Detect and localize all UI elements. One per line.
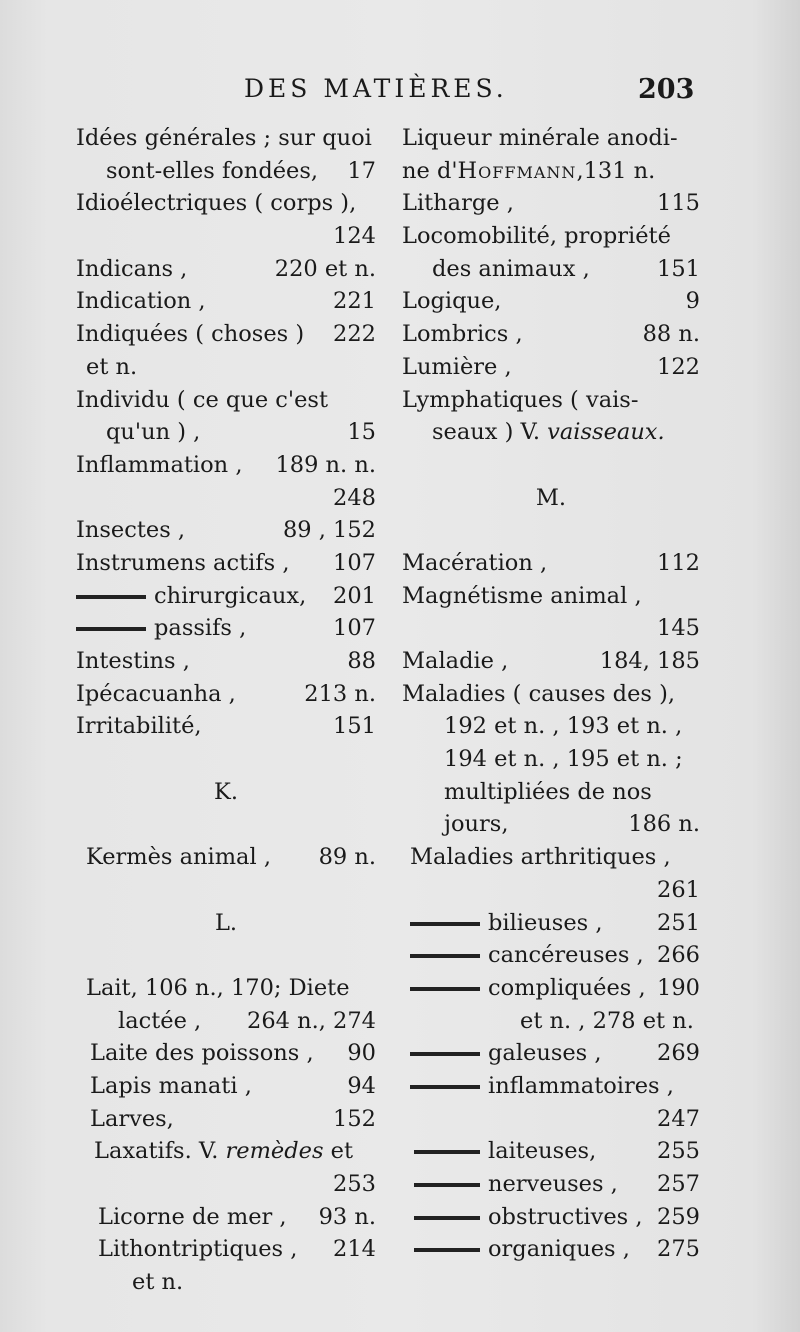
index-entry bbox=[76, 1005, 376, 1038]
entry-text: lactée , bbox=[118, 1007, 202, 1034]
entry-text: Maladie , bbox=[402, 648, 509, 674]
entry-page: 112 bbox=[657, 549, 700, 576]
index-entry bbox=[402, 678, 700, 711]
entry-text: Macération , bbox=[402, 549, 548, 576]
index-entry bbox=[76, 514, 376, 547]
index-entry bbox=[76, 612, 376, 645]
entry-page: 189 n. n. bbox=[275, 451, 376, 478]
entry-text: Lombrics , bbox=[402, 321, 523, 348]
index-entry bbox=[402, 710, 700, 743]
blank-line bbox=[402, 514, 700, 547]
index-entry bbox=[414, 1135, 700, 1168]
entry-text bbox=[410, 1037, 602, 1070]
entry-page: 220 et n. bbox=[274, 255, 376, 282]
index-entry bbox=[86, 841, 376, 874]
index-entry bbox=[402, 220, 700, 253]
entry-text: Indicans , bbox=[76, 255, 188, 282]
section-letter: M. bbox=[535, 484, 567, 511]
entry-text: Logique, bbox=[402, 288, 502, 315]
entry-text: des animaux , bbox=[432, 255, 590, 282]
entry-page: 266 bbox=[657, 942, 700, 969]
entry-page: 247 bbox=[657, 1105, 700, 1132]
entry-text: Irritabilité, bbox=[76, 713, 202, 740]
entry-page: 184, 185 bbox=[599, 648, 700, 674]
entry-text-italic: remèdes bbox=[225, 1138, 324, 1165]
entry-text: Liqueur minérale anodi- bbox=[402, 125, 678, 151]
index-entry bbox=[76, 645, 376, 678]
entry-text: jours, bbox=[444, 811, 509, 838]
index-entry bbox=[76, 482, 376, 515]
index-entry bbox=[90, 1103, 376, 1136]
index-entry bbox=[410, 907, 700, 940]
entry-page: 88 n. bbox=[642, 321, 700, 348]
entry-subtext: organiques , bbox=[488, 1236, 630, 1263]
entry-text bbox=[414, 1168, 618, 1201]
entry-page: 88 bbox=[347, 648, 376, 674]
entry-page: 259 bbox=[657, 1203, 700, 1230]
index-entry bbox=[76, 580, 376, 613]
index-entry bbox=[76, 253, 376, 286]
entry-text: Lumière , bbox=[402, 353, 512, 380]
index-entry bbox=[410, 1070, 700, 1103]
blank-line bbox=[76, 939, 376, 972]
entry-text bbox=[94, 1135, 353, 1168]
blank-line bbox=[76, 743, 376, 776]
index-entry bbox=[98, 1233, 376, 1266]
entry-text: sont-elles fondées, bbox=[106, 157, 319, 184]
index-entry bbox=[76, 547, 376, 580]
page-number: 203 bbox=[638, 74, 695, 105]
index-entry bbox=[402, 874, 700, 907]
ditto-dash bbox=[410, 1085, 480, 1089]
ditto-dash bbox=[76, 627, 146, 631]
index-entry bbox=[402, 155, 700, 188]
index-entry bbox=[402, 547, 700, 580]
index-entry bbox=[414, 1201, 700, 1234]
entry-subtext: chirurgicaux, bbox=[154, 582, 307, 609]
entry-text: et n. bbox=[86, 353, 138, 380]
entry-page: 201 bbox=[333, 582, 376, 609]
entry-subtext: inflammatoires , bbox=[488, 1072, 674, 1099]
entry-text: Litharge , bbox=[402, 190, 514, 217]
entry-text bbox=[76, 580, 306, 613]
entry-subtext: bilieuses , bbox=[488, 909, 603, 936]
index-entry bbox=[76, 187, 376, 220]
entry-text: Indiquées ( choses ) bbox=[76, 321, 305, 348]
section-heading-k bbox=[76, 776, 376, 809]
entry-text: et n. , 278 et n. bbox=[520, 1007, 694, 1034]
index-entry bbox=[410, 939, 700, 972]
index-entry bbox=[76, 1168, 376, 1201]
entry-text: Lapis manati , bbox=[90, 1072, 252, 1099]
index-entry bbox=[402, 253, 700, 286]
entry-page: 93 n. bbox=[318, 1203, 376, 1230]
entry-text: Idées générales ; sur quoi bbox=[76, 125, 372, 151]
index-entry bbox=[76, 710, 376, 743]
index-entry bbox=[414, 1168, 700, 1201]
entry-page: 214 bbox=[333, 1236, 376, 1263]
index-entry bbox=[402, 612, 700, 645]
index-entry bbox=[86, 972, 376, 1005]
entry-page: 221 bbox=[333, 288, 376, 315]
entry-text: Instrumens actifs , bbox=[76, 549, 290, 576]
section-letter: L. bbox=[214, 909, 238, 936]
blank-line bbox=[76, 874, 376, 907]
running-header bbox=[0, 74, 800, 114]
entry-page: 275 bbox=[657, 1236, 700, 1263]
index-entry bbox=[94, 1135, 376, 1168]
entry-text-part: seaux ) V. bbox=[432, 419, 541, 446]
index-entry bbox=[410, 1037, 700, 1070]
ditto-dash bbox=[410, 1052, 480, 1056]
entry-page: 190 bbox=[657, 974, 700, 1001]
section-heading-m bbox=[402, 482, 700, 515]
entry-text: 192 et n. , 193 et n. , bbox=[444, 713, 683, 740]
entry-page: 90 bbox=[347, 1040, 376, 1067]
index-entry bbox=[410, 972, 700, 1005]
entry-page: 145 bbox=[657, 615, 700, 642]
entry-text: Lithontriptiques , bbox=[98, 1236, 298, 1263]
section-letter: K. bbox=[214, 778, 238, 805]
ditto-dash bbox=[414, 1150, 480, 1154]
entry-text: Maladies arthritiques , bbox=[410, 844, 671, 871]
entry-text: Kermès animal , bbox=[86, 844, 271, 871]
entry-page: 115 bbox=[657, 190, 700, 217]
index-entry bbox=[402, 384, 700, 417]
index-entry bbox=[56, 351, 376, 384]
blank-line bbox=[76, 808, 376, 841]
index-entry bbox=[76, 155, 376, 188]
entry-text: Locomobilité, propriété bbox=[402, 223, 671, 250]
index-entry bbox=[76, 122, 376, 155]
entry-text: Indication , bbox=[76, 288, 206, 315]
entry-text: multipliées de nos bbox=[444, 778, 652, 805]
entry-text bbox=[410, 1070, 674, 1103]
entry-text: Inflammation , bbox=[76, 451, 243, 478]
section-heading-l bbox=[76, 907, 376, 940]
entry-page: 89 n. bbox=[318, 844, 376, 871]
index-entry bbox=[414, 1233, 700, 1266]
entry-text: Idioélectriques ( corps ), bbox=[76, 190, 357, 217]
ditto-dash bbox=[410, 922, 480, 926]
entry-subtext: laiteuses, bbox=[488, 1138, 597, 1165]
entry-text-italic: vaisseaux. bbox=[547, 419, 665, 446]
entry-text bbox=[414, 1201, 643, 1234]
index-entry bbox=[402, 580, 700, 613]
ditto-dash bbox=[410, 954, 480, 958]
entry-text bbox=[402, 155, 655, 188]
entry-page: 248 bbox=[333, 484, 376, 511]
index-entry bbox=[76, 416, 376, 449]
entry-page: 15 bbox=[347, 419, 376, 446]
entry-text: Ipécacuanha , bbox=[76, 680, 236, 707]
entry-page: 261 bbox=[657, 876, 700, 903]
ditto-dash bbox=[414, 1248, 480, 1252]
ditto-dash bbox=[410, 987, 480, 991]
index-entry bbox=[402, 187, 700, 220]
entry-subtext: obstructives , bbox=[488, 1203, 643, 1230]
entry-text bbox=[414, 1233, 630, 1266]
entry-text-part: Laxatifs. V. bbox=[94, 1138, 219, 1165]
entry-subtext: galeuses , bbox=[488, 1040, 602, 1067]
ditto-dash bbox=[76, 595, 146, 599]
index-entry bbox=[90, 1037, 376, 1070]
running-title: DES MATIÈRES. bbox=[244, 74, 508, 103]
entry-page: 122 bbox=[657, 353, 700, 380]
index-entry bbox=[76, 384, 376, 417]
entry-page: 151 bbox=[657, 255, 700, 282]
index-entry bbox=[402, 808, 700, 841]
entry-text: et n. bbox=[132, 1269, 184, 1296]
index-entry bbox=[402, 122, 700, 155]
entry-page: 124 bbox=[333, 223, 376, 250]
entry-text: Magnétisme animal , bbox=[402, 582, 642, 609]
entry-page: 222 bbox=[333, 321, 376, 348]
entry-text: Lait, 106 n., 170; Diete bbox=[86, 974, 350, 1001]
entry-page: 269 bbox=[657, 1040, 700, 1067]
entry-page: 17 bbox=[347, 157, 376, 184]
entry-page: 251 bbox=[657, 909, 700, 936]
entry-page: 107 bbox=[333, 615, 376, 642]
entry-text: Licorne de mer , bbox=[98, 1203, 287, 1230]
entry-text bbox=[410, 972, 646, 1005]
entry-text bbox=[410, 939, 644, 972]
index-entry bbox=[76, 318, 376, 351]
entry-subtext: passifs , bbox=[154, 615, 247, 642]
entry-page: 255 bbox=[657, 1138, 700, 1165]
entry-page: ,131 n. bbox=[576, 157, 656, 184]
index-entry bbox=[76, 220, 376, 253]
entry-page: 151 bbox=[333, 713, 376, 740]
entry-text: Intestins , bbox=[76, 648, 190, 674]
index-entry bbox=[98, 1201, 376, 1234]
entry-text bbox=[432, 416, 665, 449]
entry-subtext: cancéreuses , bbox=[488, 942, 644, 969]
ditto-dash bbox=[414, 1216, 480, 1220]
entry-page: 89 , 152 bbox=[282, 517, 376, 544]
entry-text-part: et bbox=[330, 1138, 354, 1165]
index-column-left bbox=[76, 122, 376, 1299]
entry-page: 186 n. bbox=[628, 811, 700, 838]
index-entry bbox=[402, 351, 700, 384]
index-entry bbox=[402, 743, 700, 776]
index-entry bbox=[76, 449, 376, 482]
entry-page: 213 n. bbox=[304, 680, 376, 707]
entry-text: 194 et n. , 195 et n. ; bbox=[444, 746, 683, 773]
index-entry bbox=[402, 776, 700, 809]
index-entry bbox=[402, 416, 700, 449]
entry-text: Larves, bbox=[90, 1105, 174, 1132]
index-entry bbox=[90, 1070, 376, 1103]
entry-text bbox=[410, 907, 603, 940]
entry-text: Insectes , bbox=[76, 517, 186, 544]
index-entry bbox=[402, 285, 700, 318]
index-entry bbox=[410, 841, 700, 874]
index-entry bbox=[402, 645, 700, 678]
entry-text bbox=[76, 612, 246, 645]
entry-page: 253 bbox=[333, 1171, 376, 1197]
entry-page: 107 bbox=[333, 549, 376, 576]
entry-text bbox=[414, 1135, 596, 1168]
entry-text-smallcaps: Hoffmann bbox=[457, 157, 577, 184]
index-entry bbox=[76, 678, 376, 711]
entry-page: 152 bbox=[333, 1105, 376, 1132]
index-entry bbox=[402, 1103, 700, 1136]
entry-text-part: ne d' bbox=[402, 157, 458, 184]
entry-subtext: compliquées , bbox=[488, 974, 646, 1001]
index-entry bbox=[402, 318, 700, 351]
index-entry bbox=[132, 1266, 376, 1299]
blank-line bbox=[402, 449, 700, 482]
entry-text: Lymphatiques ( vais- bbox=[402, 386, 639, 413]
entry-page: 94 bbox=[347, 1072, 376, 1099]
index-entry bbox=[520, 1005, 700, 1038]
index-column-right bbox=[402, 122, 700, 1266]
entry-text: Maladies ( causes des ), bbox=[402, 680, 676, 707]
entry-page: 264 n., 274 bbox=[247, 1007, 376, 1034]
index-entry bbox=[76, 285, 376, 318]
entry-page: 9 bbox=[685, 288, 700, 315]
entry-page: 257 bbox=[657, 1171, 700, 1197]
entry-text: Laite des poissons , bbox=[90, 1040, 314, 1067]
entry-text: Individu ( ce que c'est bbox=[76, 386, 328, 413]
ditto-dash bbox=[414, 1183, 480, 1187]
entry-subtext: nerveuses , bbox=[488, 1171, 618, 1197]
entry-text: qu'un ) , bbox=[106, 419, 201, 446]
